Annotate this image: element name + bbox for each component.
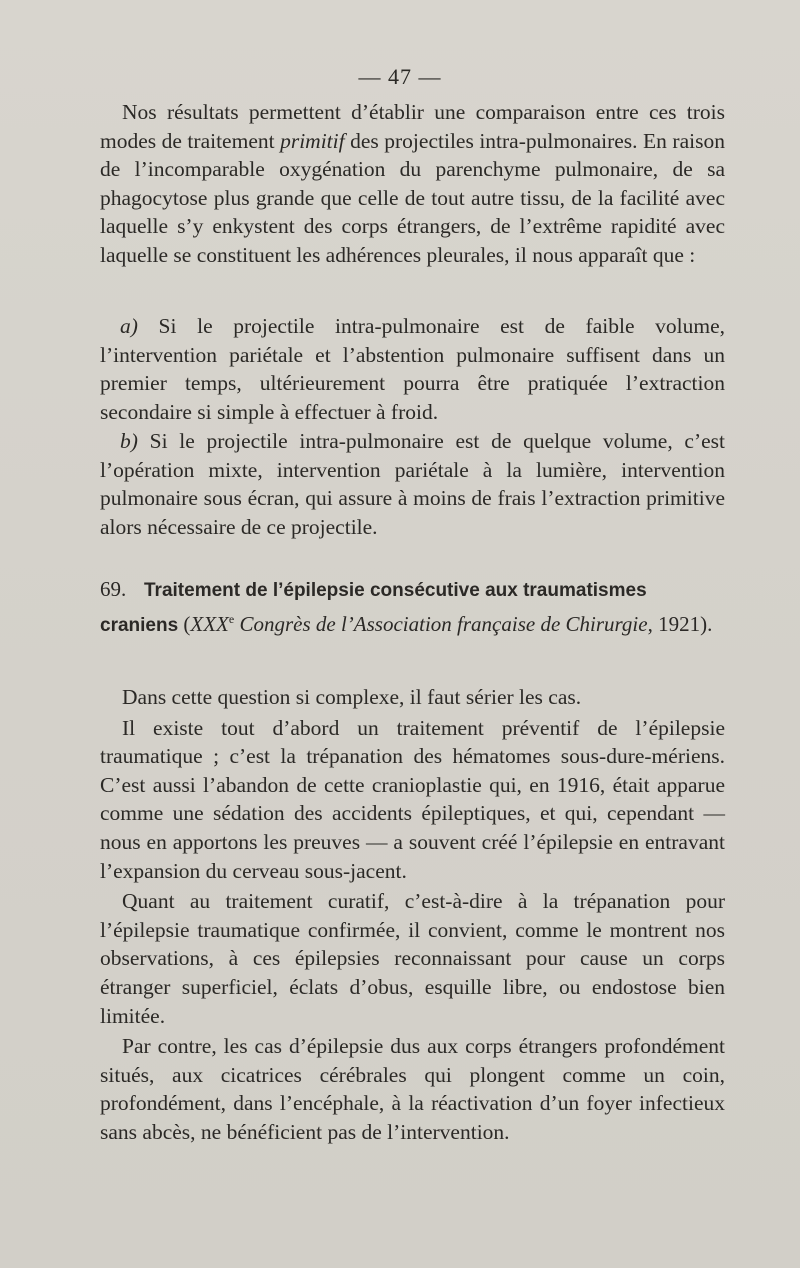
section-number: 69.	[100, 577, 127, 601]
point-b-text: Si le projectile intra-pulmonaire est de quelque volume, c’est l’opération mixte, intervention pariétale à la lumière, intervention pulmonaire sous écran, qui assure à moins de frais l’extraction primitive alors nécessaire de ce projectile.	[100, 429, 725, 539]
point-b-paragraph	[100, 427, 725, 541]
point-a-marker: a)	[120, 314, 138, 338]
point-a-text: Si le projectile intra-pulmonaire est de faible volume, l’intervention pariétale et l’abstention pulmonaire suffisent dans un premier temps, ultérieurement pourra être pratiquée l’extraction secondaire si simple à effectuer à froid.	[100, 314, 725, 424]
section-ref-sup: e	[228, 612, 235, 626]
page-number: — 47 —	[358, 64, 442, 89]
body-paragraph-4: Par contre, les cas d’épilepsie dus aux corps étrangers profondément situés, aux cicatrices cérébrales qui plongent comme un coin, profondément, dans l’encéphale, à la réactivation d’un foyer infectieux sans abcès, ne bénéficient pas de l’intervention.	[100, 1034, 725, 1144]
body-paragraph-2: Il existe tout d’abord un traitement préventif de l’épilepsie traumatique ; c’est la trépanation des hématomes sous-dure-mériens. C’est aussi l’abandon de cette cranioplastie qui, en 1916, était apparue comme une sédation des accidents épileptiques, et qui, cependant — nous en apportons les preuves — a souvent créé l’épilepsie en entravant l’expansion du cerveau sous-jacent.	[100, 715, 725, 883]
intro-text-after: des projectiles intra-pulmonaires. En raison de l’incomparable oxygénation du parenchyme pulmonaire, de sa phagocytose plus grande que celle de tout autre tissu, de la facilité avec laquelle s’y enkystent des corps étrangers, de l’extrême rapidité avec laquelle se constituent les adhérences pleurales, il nous apparaît que :	[100, 128, 725, 267]
section-title: Traitement de l’épilepsie consécutive aux traumatismes craniens	[100, 580, 647, 636]
section-ref-open: (	[178, 612, 191, 636]
section-ref-year: , 1921).	[647, 612, 713, 636]
section-body	[100, 683, 725, 1147]
section-ref-title: Congrès de l’Association française de Chirurgie	[234, 612, 648, 636]
point-b-marker: b)	[120, 429, 138, 453]
intro-italic-word: primitif	[280, 128, 345, 153]
section-ref-roman: XXX	[190, 612, 229, 636]
body-paragraph-1: Dans cette question si complexe, il faut sérier les cas.	[122, 685, 582, 709]
point-a-paragraph	[100, 312, 725, 426]
intro-text-before: Nos résultats permettent d’établir une comparaison entre ces trois modes de traitement	[100, 100, 725, 153]
section-heading	[100, 575, 725, 640]
body-paragraph-3: Quant au traitement curatif, c’est-à-dire à la trépanation pour l’épilepsie traumatique confirmée, il convient, comme le montrent nos observations, à ces épilepsies reconnaissant pour cause un corps étranger superficiel, éclats d’obus, esquille libre, ou endostose bien limitée.	[100, 889, 725, 1028]
intro-paragraph	[100, 98, 725, 270]
